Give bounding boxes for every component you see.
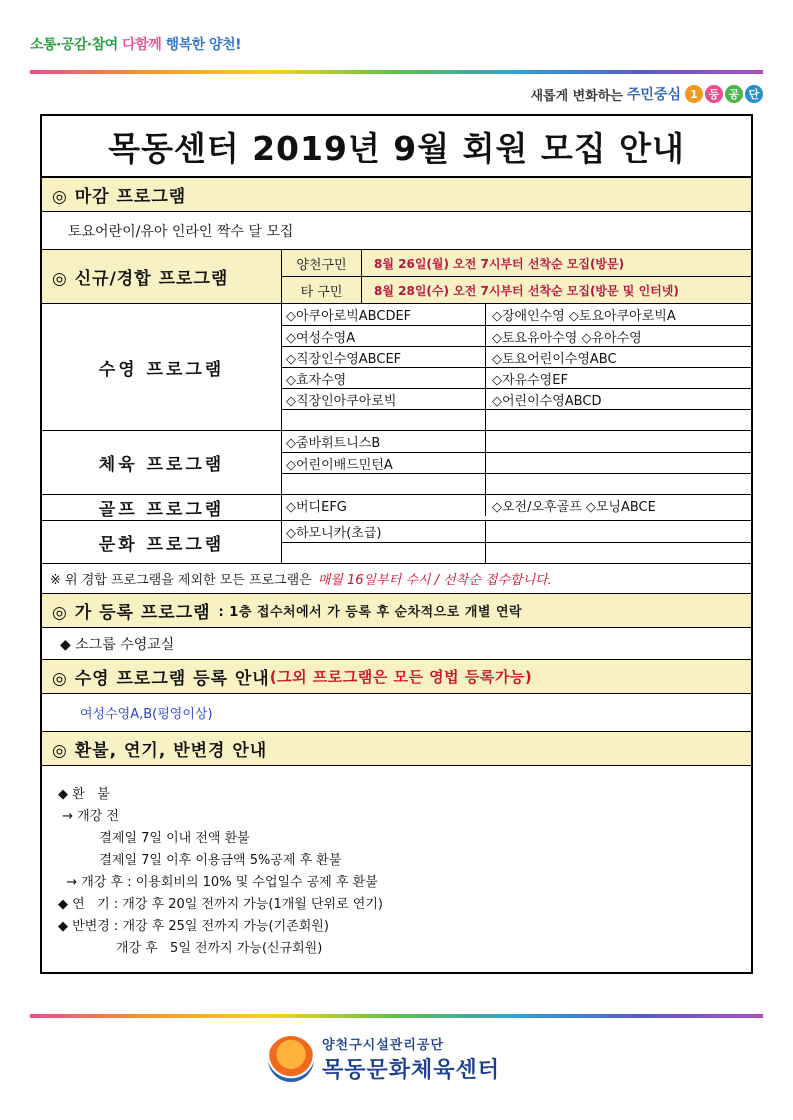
- program-cell: ◇토요어린이수영ABC: [492, 351, 617, 367]
- program-cell: ◇어린이배드민턴A: [282, 453, 486, 473]
- program-cell: ◇아쿠아로빅ABCDEF: [282, 304, 486, 325]
- program-cell: [282, 543, 486, 563]
- refund-details: [42, 766, 751, 960]
- program-cell: ◇효자수영: [282, 368, 486, 388]
- program-cell: ◇어린이수영ABCD: [492, 393, 602, 409]
- group-name: 골프 프로그램: [42, 495, 282, 520]
- swim-register-heading-text: ◎ 수영 프로그램 등록 안내: [52, 669, 270, 689]
- slogan-part-a: 소통·공감·참여: [30, 37, 118, 53]
- group-golf: [42, 495, 751, 521]
- newbie-row: [282, 276, 751, 303]
- closing-item: 토요어란이/유아 인라인 짝수 달 모집: [42, 212, 751, 250]
- table-row: [282, 325, 751, 346]
- program-cell: ◇토요유아수영 ◇유아수영: [492, 330, 642, 346]
- group-swim: [42, 304, 751, 431]
- program-cell: ◇하모니카(초급): [282, 521, 486, 542]
- program-cell: ◇자유수영EF: [492, 372, 568, 388]
- subslogan-text: 새롭게 변화하는: [530, 88, 623, 104]
- notice-text: ※ 위 경합 프로그램을 제외한 모든 프로그램은: [50, 573, 312, 588]
- refund-line: 결제일 7일 이내 전액 환불: [58, 831, 250, 846]
- table-row: [282, 367, 751, 388]
- newbie-heading: ◎ 신규/경합 프로그램: [42, 250, 282, 303]
- badge-icon: 1: [685, 85, 703, 103]
- table-row: [282, 431, 751, 452]
- newbie-who: 양천구민: [282, 250, 362, 276]
- program-cell: ◇오전/오후골프 ◇모닝ABCE: [492, 500, 656, 515]
- newbie-when: 8월 26일(월) 오전 7시부터 선착순 모집(방문): [374, 256, 625, 271]
- program-cell: [486, 543, 751, 563]
- header-subslogan: [530, 84, 763, 104]
- slogan-part-c: 행복한 양천!: [165, 37, 241, 53]
- page-title: 목동센터 2019년 9월 회원 모집 안내: [42, 116, 751, 178]
- rainbow-divider-bottom: [30, 1014, 763, 1018]
- group-name: 수영 프로그램: [42, 304, 282, 430]
- newbie-section: [42, 250, 751, 304]
- program-cell: [486, 410, 751, 430]
- swim-register-item: 여성수영A,B(평영이상): [42, 694, 751, 732]
- badge-icon: 등: [705, 85, 723, 103]
- closing-heading: ◎ 마감 프로그램: [42, 178, 751, 212]
- program-cell: ◇직장인아쿠아로빅: [282, 389, 486, 409]
- swim-register-note: (그외 프로그램은 모든 영법 등록가능): [269, 668, 533, 686]
- program-cell: ◇장애인수영 ◇토요아쿠아로빅A: [492, 309, 676, 324]
- footer-org: 양천구시설관리공단: [322, 1038, 445, 1053]
- slogan-part-b: 다함께: [122, 37, 162, 53]
- refund-heading: ◎ 환불, 연기, 반변경 안내: [42, 732, 751, 766]
- subslogan-badges: [685, 85, 763, 103]
- program-cell: [486, 431, 751, 452]
- table-row: [282, 473, 751, 494]
- table-row: [282, 304, 751, 325]
- program-cell: [486, 453, 751, 473]
- program-cell: ◇직장인수영ABCEF: [282, 347, 486, 367]
- badge-icon: 단: [745, 85, 763, 103]
- table-row: [282, 452, 751, 473]
- swim-register-heading: [42, 660, 751, 694]
- program-cell: [486, 521, 751, 542]
- refund-line: ◆ 환 불: [58, 787, 110, 802]
- subslogan-accent: 주민중심: [626, 87, 681, 103]
- notice-document: [40, 114, 753, 974]
- table-row: [282, 495, 751, 516]
- program-cell: ◇버디EFG: [282, 495, 486, 516]
- refund-line: → 개강 전: [58, 809, 119, 824]
- newbie-who: 타 구민: [282, 277, 362, 303]
- program-cell: ◇줌바휘트니스B: [282, 431, 486, 452]
- refund-line: → 개강 후 : 이용회비의 10% 및 수업일수 공제 후 환불: [58, 875, 378, 890]
- group-name: 체육 프로그램: [42, 431, 282, 494]
- refund-line: 결제일 7일 이후 이용금액 5%공제 후 환불: [58, 853, 342, 868]
- program-cell: [282, 474, 486, 494]
- group-sports: [42, 431, 751, 495]
- rainbow-divider-top: [30, 70, 763, 74]
- newbie-row: [282, 250, 751, 276]
- table-row: [282, 542, 751, 563]
- program-cell: [486, 474, 751, 494]
- footer-logo: [268, 1030, 528, 1088]
- table-row: [282, 388, 751, 409]
- table-row: [282, 409, 751, 430]
- footer-center: 목동문화체육센터: [322, 1058, 501, 1083]
- preregister-item: ◆ 소그룹 수영교실: [42, 628, 751, 660]
- preregister-heading: [42, 594, 751, 628]
- program-cell: [282, 410, 486, 430]
- preregister-note: : 1층 접수처에서 가 등록 후 순차적으로 개별 연락: [218, 605, 523, 620]
- notice-emphasis: 매월 16일부터 수시 / 선착순 접수합니다.: [317, 573, 552, 588]
- header-slogan: [30, 34, 241, 54]
- refund-line: 개강 후 5일 전까지 가능(신규회원): [58, 941, 323, 956]
- table-row: [282, 346, 751, 367]
- sun-logo-icon: [268, 1036, 314, 1082]
- refund-line: ◆ 연 기 : 개강 후 20일 전까지 가능(1개월 단위로 연기): [58, 897, 383, 912]
- group-name: 문화 프로그램: [42, 521, 282, 563]
- group-culture: [42, 521, 751, 564]
- refund-line: ◆ 반변경 : 개강 후 25일 전까지 가능(기존회원): [58, 919, 329, 934]
- preregister-heading-text: ◎ 가 등록 프로그램: [52, 603, 211, 623]
- newbie-when: 8월 28일(수) 오전 7시부터 선착순 모집(방문 및 인터넷): [374, 283, 679, 298]
- program-cell: ◇여성수영A: [282, 326, 486, 346]
- notice-line: [42, 564, 751, 594]
- badge-icon: 공: [725, 85, 743, 103]
- table-row: [282, 521, 751, 542]
